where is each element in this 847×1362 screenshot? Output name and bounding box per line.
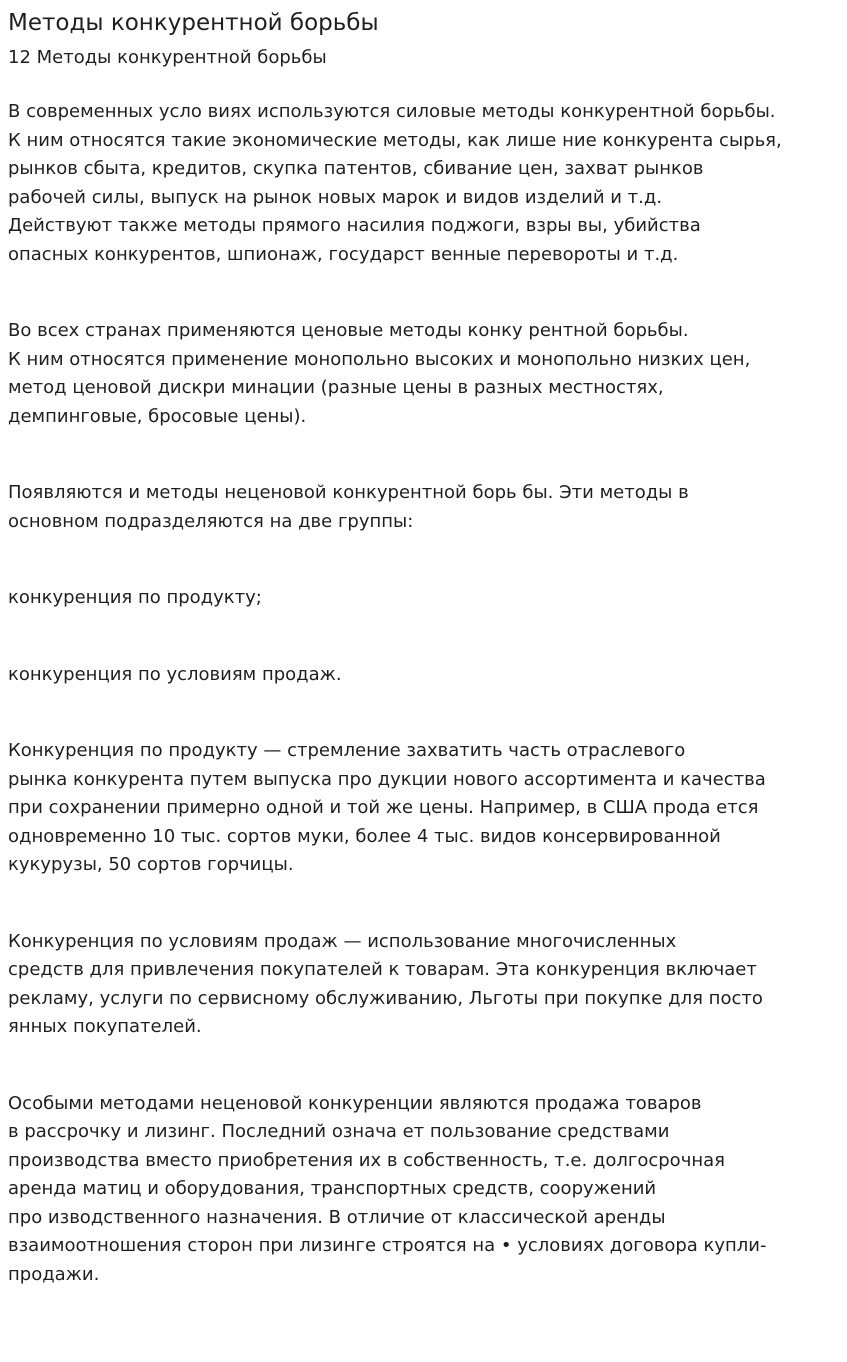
page-title: Методы конкурентной борьбы xyxy=(8,10,379,36)
text-line: Конкуренция по условиям продаж — использование многочисленных xyxy=(8,930,677,952)
text-line: К ним относятся применение монопольно высоких и монопольно низких цен, xyxy=(8,348,751,370)
list-item-sales-competition xyxy=(8,661,839,690)
text-line: рынка конкурента путем выпуска про дукции нового ассортимента и качества xyxy=(8,768,766,790)
text-line: аренда матиц и оборудования, транспортных средств, сооружений xyxy=(8,1178,657,1199)
text-line: в рассрочку и лизинг. Последний означа ет пользование средствами xyxy=(8,1121,670,1142)
text-line: демпинговые, бросовые цены). xyxy=(8,405,307,427)
text-line: про изводственного назначения. В отличие от классической аренды xyxy=(8,1206,666,1228)
text-line: рабочей силы, выпуск на рынок новых марок и видов изделий и т.д. xyxy=(8,186,663,208)
text-line: Появляются и методы неценовой конкурентной борь бы. Эти методы в xyxy=(8,482,689,503)
text-line: Во всех странах применяются ценовые методы конку рентной борьбы. xyxy=(8,320,689,341)
text-line: основном подразделяются на две группы: xyxy=(8,510,414,532)
list-item-product-competition xyxy=(8,584,839,613)
text-line: метод ценовой дискри минации (разные цены в разных местностях, xyxy=(8,377,664,398)
paragraph-price-methods xyxy=(8,317,839,431)
text-line: Конкуренция по продукту — стремление захватить часть отраслевого xyxy=(8,740,686,761)
text-line: производства вместо приобретения их в собственность, т.е. долгосрочная xyxy=(8,1149,725,1171)
text-line: взаимоотношения сторон при лизинге строятся на • условиях договора купли- xyxy=(8,1235,767,1256)
text-line: конкуренция по условиям продаж. xyxy=(8,663,342,685)
text-line: Действуют также методы прямого насилия поджоги, взры вы, убийства xyxy=(8,215,701,236)
text-line: продажи. xyxy=(8,1263,100,1285)
text-line: рекламу, услуги по сервисному обслуживанию, Льготы при покупке для посто xyxy=(8,987,763,1009)
paragraph-sales-competition xyxy=(8,928,839,1042)
paragraph-product-competition xyxy=(8,737,839,880)
text-line: Особыми методами неценовой конкуренции являются продажа товаров xyxy=(8,1092,702,1114)
paragraph-force-methods xyxy=(8,98,839,269)
document-body xyxy=(8,98,839,1289)
text-line: янных покупателей. xyxy=(8,1016,202,1037)
text-line: рынков сбыта, кредитов, скупка патентов, сбивание цен, захват рынков xyxy=(8,158,704,179)
page-subtitle: 12 Методы конкурентной борьбы xyxy=(8,47,327,68)
text-line: средств для привлечения покупателей к товарам. Эта конкуренция включает xyxy=(8,959,757,980)
text-line: К ним относятся такие экономические методы, как лише ние конкурента сырья, xyxy=(8,129,782,151)
text-line: опасных конкурентов, шпионаж, государст венные перевороты и т.д. xyxy=(8,243,679,265)
paragraph-non-price-methods xyxy=(8,479,839,536)
text-line: одновременно 10 тыс. сортов муки, более 4 тыс. видов консервированной xyxy=(8,825,721,847)
text-line: В современных усло виях используются силовые методы конкурентной борьбы. xyxy=(8,101,776,122)
paragraph-leasing xyxy=(8,1090,839,1290)
text-line: кукурузы, 50 сортов горчицы. xyxy=(8,854,294,875)
text-line: при сохранении примерно одной и той же цены. Например, в США прода ется xyxy=(8,797,759,818)
text-line: конкуренция по продукту; xyxy=(8,587,262,608)
